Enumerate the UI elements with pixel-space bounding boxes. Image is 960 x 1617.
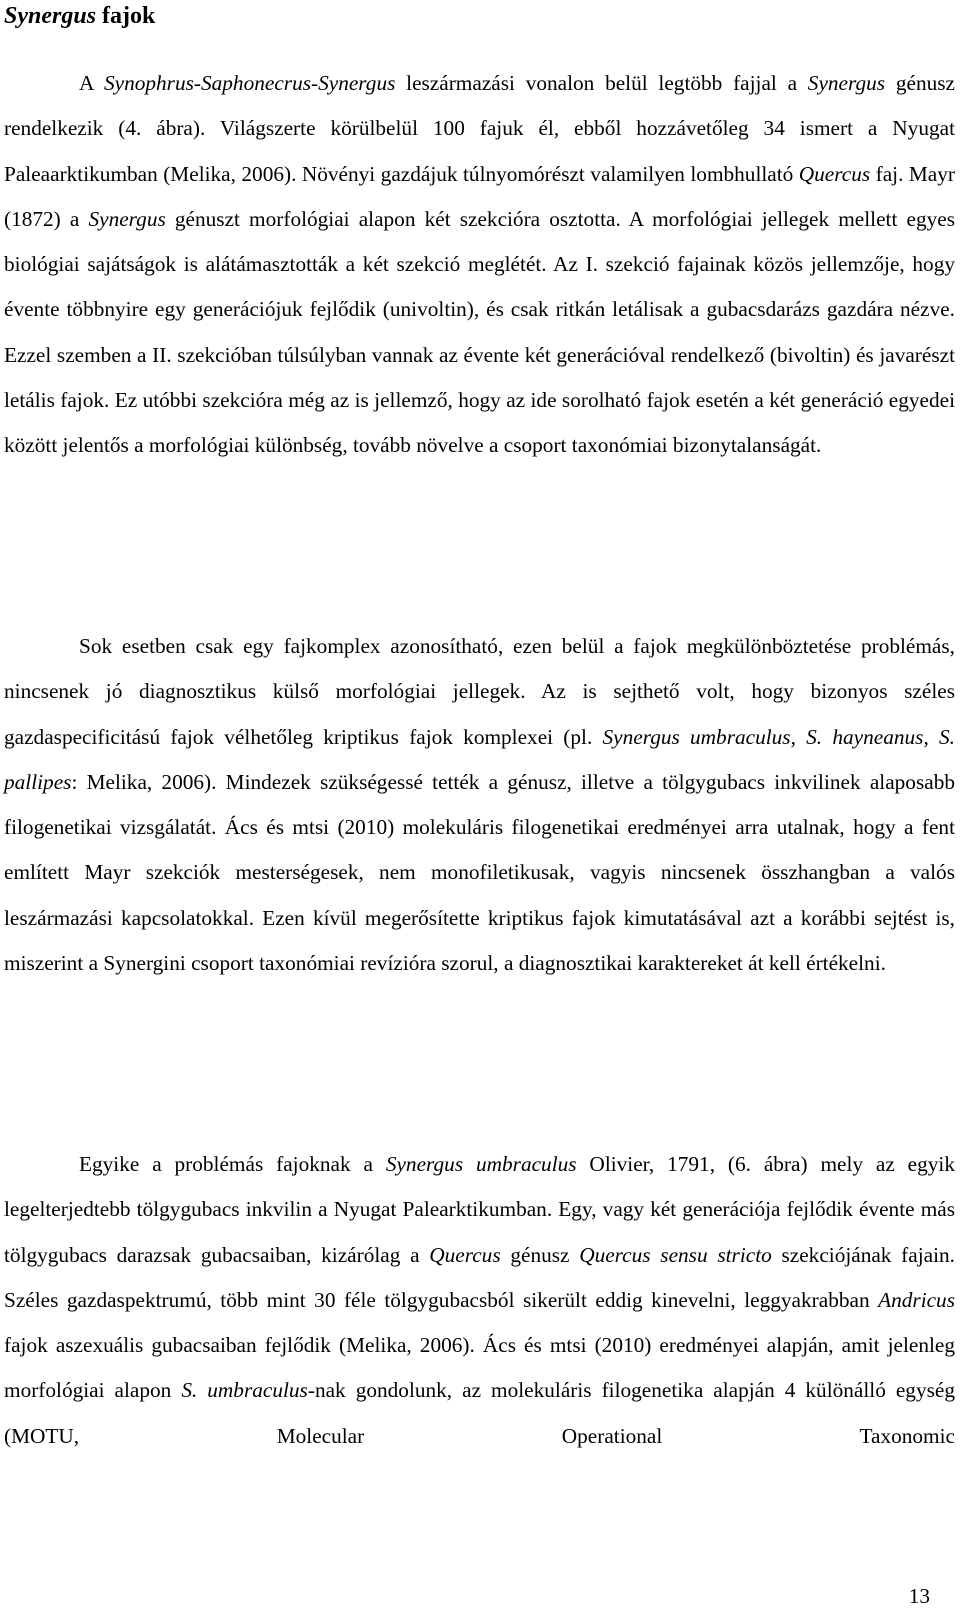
italic-taxon-run: S. pallipes xyxy=(4,724,955,794)
text-run: , xyxy=(923,724,940,749)
text-run: Sok esetben csak egy fajkomplex azonosítható, ezen belül a fajok megkülönböztetése problémás, nincsenek jó diagnosztikus külső morfológiai jellegek. Az is sejthető volt, hogy bizonyos széles gazdaspecificitású fajok vélhetőleg kriptikus fajok komplexei (pl. xyxy=(4,634,955,749)
italic-taxon-run: S. hayneanus xyxy=(806,724,924,749)
text-run: -nak gondolunk, az molekuláris filogenetika alapján 4 különálló egység (MOTU, Molecular Operational Taxonomic xyxy=(4,1378,955,1448)
italic-taxon-run: Synergus umbraculus xyxy=(385,1152,577,1176)
heading-genus-name: Synergus xyxy=(4,3,97,29)
page-number: 13 xyxy=(908,1584,930,1608)
text-run: fajok aszexuális gubacsaiban fejlődik (Melika, 2006). Ács és mtsi (2010) eredményei alapján, amit jelenleg morfológiai alapon xyxy=(4,1333,955,1403)
text-run: A xyxy=(79,71,104,95)
italic-taxon-run: Quercus xyxy=(798,161,871,186)
text-run: génuszt morfológiai alapon két szekcióra osztotta. A morfológiai jellegek mellett egyes biológiai sajátságok is alátámasztották a két szekció meglétét. Az I. szekció fajainak közös jellemzője, hogy évente többnyire egy generációjuk fejlődik (univoltin), és csak ritkán letálisak a gubacsdarázs gazdára nézve. Ezzel szemben a II. szekcióban túlsúlyban vannak az évente két generációval rendelkező (bivoltin) és javarészt letális fajok. Ez utóbbi szekcióra még az is jellemző, hogy az ide sorolható fajok esetén a két generáció egyedei között jelentős a morfológiai különbség, tovább növelve a csoport taxonómiai bizonytalanságát. xyxy=(4,206,955,458)
section-heading xyxy=(4,0,155,32)
text-run: Egyike a problémás fajoknak a xyxy=(79,1152,386,1176)
text-run: : Melika, 2006). Mindezek szükségessé tették a génusz, illetve a tölgygubacs inkvilinek alaposabb filogenetikai vizsgálatát. Ács és mtsi (2010) molekuláris filogenetikai eredményei arra utalnak, hogy a fent említett Mayr szekciók mesterségesek, nem monofiletikusak, vagyis nincsenek összhangban a valós leszármazási kapcsolatokkal. Ezen kívül megerősítette kriptikus fajok kimutatásával azt a korábbi sejtést is, miszerint a Synergini csoport taxonómiai revízióra szorul, a diagnosztikai karaktereket át kell értékelni. xyxy=(4,769,955,976)
italic-taxon-run: Synergus xyxy=(88,206,166,231)
paragraph-3 xyxy=(4,1142,955,1459)
italic-taxon-run: S. umbraculus xyxy=(181,1378,308,1403)
text-run: szekciójának fajain. Széles gazdaspektrumú, több mint 30 féle tölgygubacsból sikerült eddig kinevelni, leggyakrabban xyxy=(4,1242,955,1312)
italic-taxon-run: Quercus xyxy=(429,1242,501,1267)
text-run: leszármazási vonalon belül legtöbb fajjal a xyxy=(395,71,808,95)
text-run: génusz xyxy=(500,1242,580,1267)
text-run: , xyxy=(790,724,807,749)
italic-taxon-run: Synergus umbraculus xyxy=(602,724,791,749)
italic-taxon-run: Andricus xyxy=(878,1287,955,1312)
italic-taxon-run: Synergus xyxy=(807,71,886,95)
text-run: génusz rendelkezik (4. ábra). Világszerte körülbelül 100 fajuk él, ebből hozzávetőleg 34 ismert a Nyugat Paleaarktikumban (Melika, 2006). Növényi gazdájuk túlnyomórészt valamilyen lombhullató xyxy=(4,71,955,186)
paragraph-2 xyxy=(4,624,955,986)
italic-taxon-run: Synophrus-Saphonecrus-Synergus xyxy=(103,71,396,95)
text-run: faj. Mayr (1872) a xyxy=(4,161,955,231)
text-run: Olivier, 1791, (6. ábra) mely az egyik legelterjedtebb tölgygubacs inkvilin a Nyugat Palearktikumban. Egy, vagy két generációja fejlődik évente más tölgygubacs darazsak gubacsaiban, kizárólag a xyxy=(4,1152,955,1267)
italic-taxon-run: Quercus sensu stricto xyxy=(579,1242,772,1267)
heading-rest: fajok xyxy=(96,3,156,29)
paragraph-1 xyxy=(4,61,955,469)
